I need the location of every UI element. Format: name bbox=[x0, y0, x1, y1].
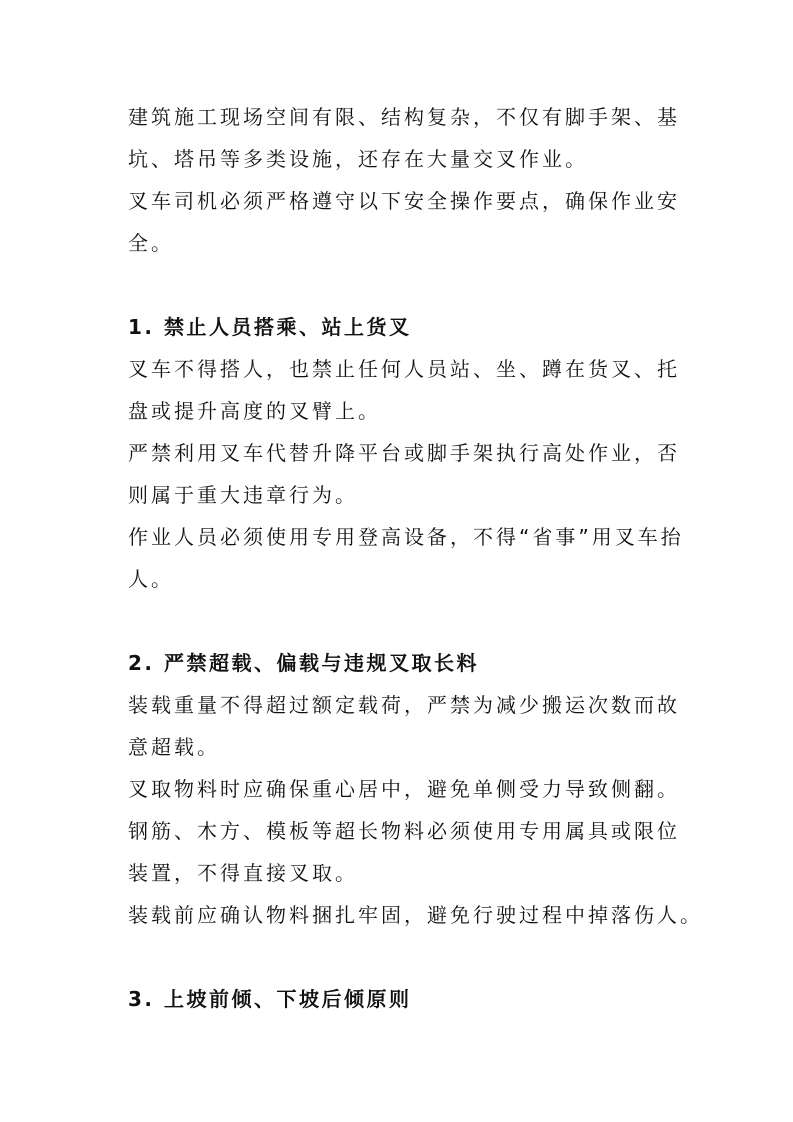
section-line: 作业人员必须使用专用登高设备，不得“省事”用叉车抬 bbox=[128, 525, 684, 549]
section-line: 严禁利用叉车代替升降平台或脚手架执行高处作业，否 bbox=[128, 441, 680, 465]
section-line: 装载前应确认物料捆扎牢固，避免行驶过程中掉落伤人。 bbox=[128, 903, 703, 927]
section-heading: 2. 严禁超载、偏载与违规叉取长料 bbox=[128, 651, 479, 675]
intro-line: 全。 bbox=[128, 231, 174, 255]
section-heading: 1. 禁止人员搭乘、站上货叉 bbox=[128, 315, 412, 339]
section-line: 叉车不得搭人，也禁止任何人员站、坐、蹲在货叉、托 bbox=[128, 357, 680, 381]
section-line: 叉取物料时应确保重心居中，避免单侧受力导致侧翻。 bbox=[128, 777, 680, 801]
section-line: 装置，不得直接叉取。 bbox=[128, 861, 358, 885]
section-line: 盘或提升高度的叉臂上。 bbox=[128, 399, 381, 423]
intro-line: 坑、塔吊等多类设施，还存在大量交叉作业。 bbox=[128, 147, 588, 171]
intro-line: 建筑施工现场空间有限、结构复杂，不仅有脚手架、基 bbox=[128, 105, 680, 129]
section-line: 人。 bbox=[128, 567, 174, 591]
section-heading: 3. 上坡前倾、下坡后倾原则 bbox=[128, 987, 412, 1011]
section-line: 则属于重大违章行为。 bbox=[128, 483, 358, 507]
intro-line: 叉车司机必须严格遵守以下安全操作要点，确保作业安 bbox=[128, 189, 680, 213]
section-line: 装载重量不得超过额定载荷，严禁为减少搬运次数而故 bbox=[128, 693, 680, 717]
section-line: 意超载。 bbox=[128, 735, 220, 759]
section-line: 钢筋、木方、模板等超长物料必须使用专用属具或限位 bbox=[128, 819, 680, 843]
